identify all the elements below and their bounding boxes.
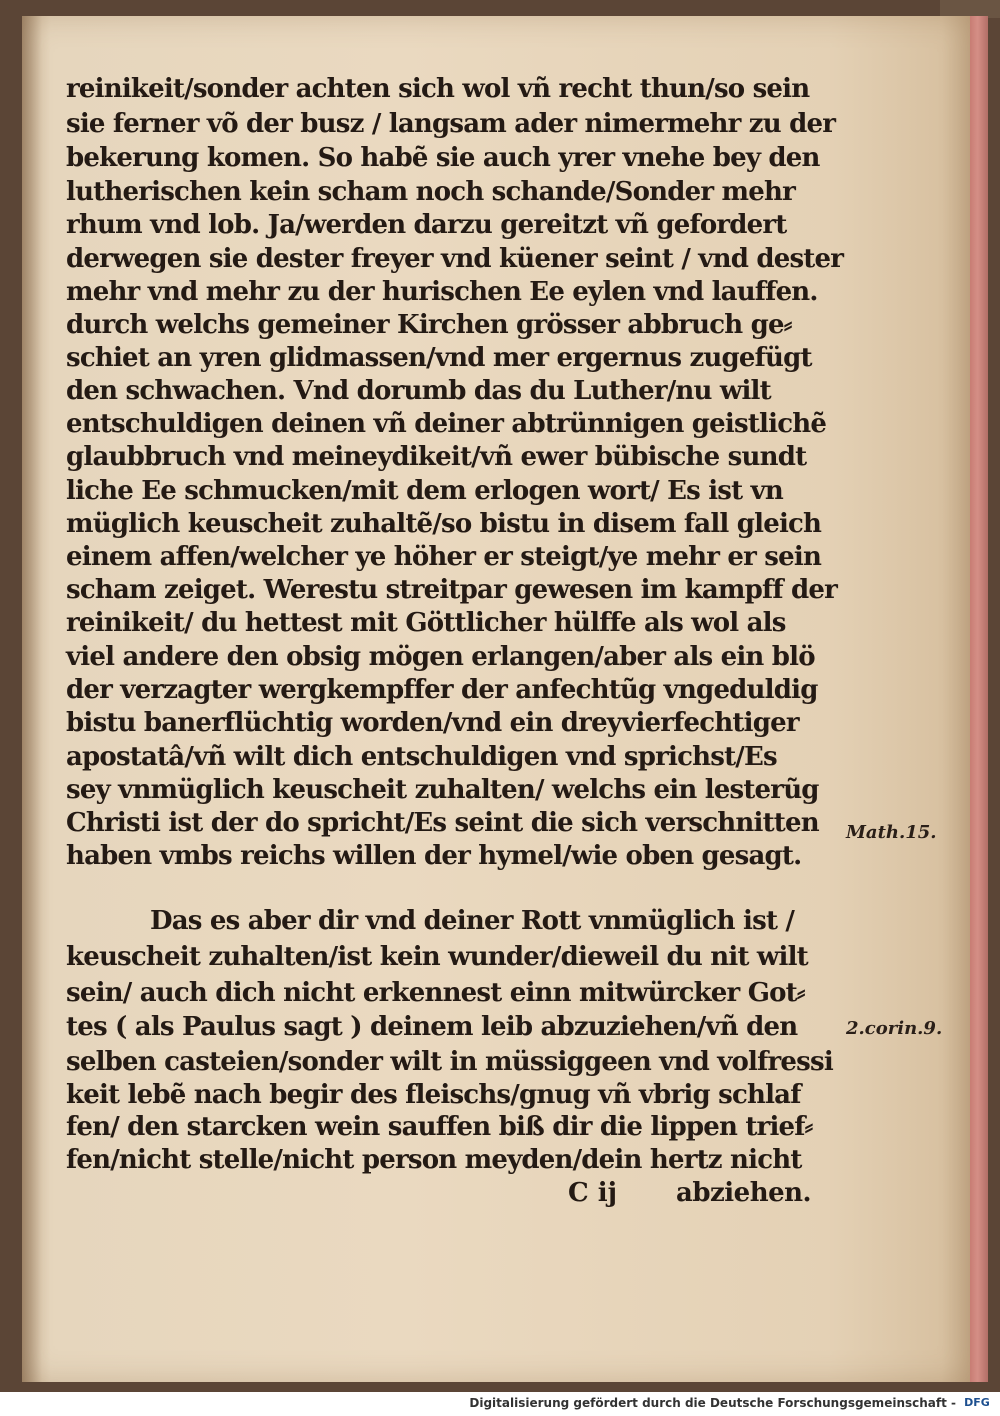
text-line: mehr vnd mehr zu der hurischen Ee eylen vnd lauffen. <box>66 277 818 307</box>
text-line: müglich keuscheit zuhaltẽ/so bistu in disem fall gleich <box>66 509 822 539</box>
margin-note-matthew: Math.15. <box>846 822 937 843</box>
dfg-credit-text: Digitalisierung gefördert durch die Deutsche Forschungsgemeinschaft - <box>469 1396 956 1410</box>
text-line: haben vmbs reichs willen der hymel/wie oben gesagt. <box>66 841 802 871</box>
text-line: derwegen sie dester freyer vnd küener seint / vnd dester <box>66 244 844 274</box>
text-line: schiet an yren glidmassen/vnd mer ergernus zugefügt <box>66 343 812 373</box>
text-line: liche Ee schmucken/mit dem erlogen wort/ Es ist vn <box>66 476 784 506</box>
text-line: glaubbruch vnd meineydikeit/vñ ewer bübische sundt <box>66 442 807 472</box>
text-line: reinikeit/sonder achten sich wol vñ recht thun/so sein <box>66 74 810 104</box>
text-line: keit lebẽ nach begir des fleischs/gnug vñ vbrig schlaf <box>66 1080 801 1110</box>
text-line: fen/ den starcken wein sauffen biß dir die lippen trief⸗ <box>66 1112 813 1142</box>
catchword: abziehen. <box>676 1178 812 1208</box>
text-line: fen/nicht stelle/nicht person meyden/dein hertz nicht <box>66 1145 802 1175</box>
binding-shadow <box>22 16 42 1382</box>
text-line: reinikeit/ du hettest mit Göttlicher hülffe als wol als <box>66 608 786 638</box>
paragraph-first-line: Das es aber dir vnd deiner Rott vnmüglich ist / <box>150 906 795 936</box>
text-line: entschuldigen deinen vñ deiner abtrünnigen geistlichẽ <box>66 409 827 439</box>
margin-note-corinthians: 2.corin.9. <box>846 1018 943 1039</box>
text-line: lutherischen kein scham noch schande/Sonder mehr <box>66 177 795 207</box>
text-line: den schwachen. Vnd dorumb das du Luther/nu wilt <box>66 376 771 406</box>
text-line: sey vnmüglich keuscheit zuhalten/ welchs ein lesterũg <box>66 775 819 805</box>
text-line: keuscheit zuhalten/ist kein wunder/dieweil du nit wilt <box>66 942 808 972</box>
text-line: scham zeiget. Werestu streitpar gewesen im kampff der <box>66 575 838 605</box>
footer-bar <box>0 1392 1000 1416</box>
text-line: bekerung komen. So habẽ sie auch yrer vnehe bey den <box>66 143 820 173</box>
signature-mark: C ij <box>568 1178 618 1208</box>
text-line: der verzagter wergkempffer der anfechtũg vngeduldig <box>66 675 818 705</box>
text-line: durch welchs gemeiner Kirchen grösser abbruch ge⸗ <box>66 310 792 340</box>
text-line: viel andere den obsig mögen erlangen/aber als ein blö <box>66 642 815 672</box>
text-line: tes ( als Paulus sagt ) deinem leib abzuziehen/vñ den <box>66 1012 798 1042</box>
text-line: einem affen/welcher ye höher er steigt/ye mehr er sein <box>66 542 822 572</box>
text-line: Christi ist der do spricht/Es seint die sich verschnitten <box>66 808 819 838</box>
text-line: sie ferner võ der busz / langsam ader nimermehr zu der <box>66 109 836 139</box>
dfg-logo-icon: DFG <box>964 1396 990 1409</box>
text-line: rhum vnd lob. Ja/werden darzu gereitzt vñ gefordert <box>66 210 787 240</box>
text-line: selben casteien/sonder wilt in müssiggeen vnd volfressi <box>66 1047 833 1077</box>
text-line: bistu banerflüchtig worden/vnd ein dreyvierfechtiger <box>66 708 799 738</box>
text-line: apostatâ/vñ wilt dich entschuldigen vnd sprichst/Es <box>66 742 777 772</box>
text-line: sein/ auch dich nicht erkennest einn mitwürcker Got⸗ <box>66 978 805 1008</box>
